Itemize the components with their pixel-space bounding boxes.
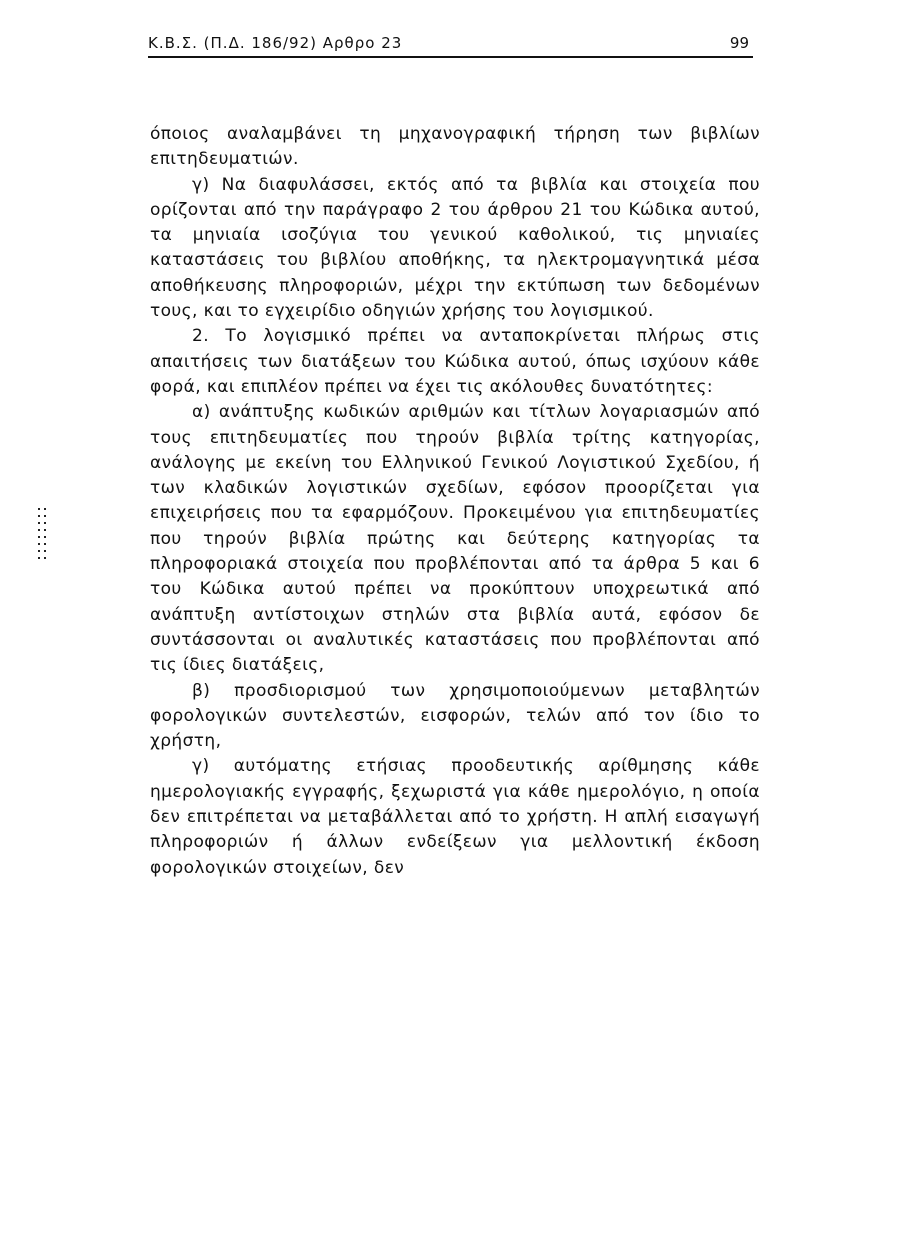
paragraph-item-a: α) ανάπτυξης κωδικών αριθμών και τίτλων λογαριασμών από τους επιτηδευματίες που τηρούν βιβλία τρίτης κατηγορίας, ανάλογης με εκείνη του Ελληνικού Γενικού Λογιστικού Σχεδίου, ή των κλαδικών λογιστικών σχεδίων, εφόσον προορίζεται για επιχειρήσεις που τα εφαρμόζουν. Προκειμένου για επιτηδευματίες που τηρούν βιβλία πρώτης και δεύτερης κατηγορίας τα πληροφοριακά στοιχεία που προβλέπονται από τα άρθρα 5 και 6 του Κώδικα αυτού πρέπει να προκύπτουν υποχρεωτικά από ανάπτυξη αντίστοιχων στηλών στα βιβλία αυτά, εφόσον δε συντάσσονται οι αναλυτικές καταστάσεις που προβλέπονται από τις ίδιες διατάξεις, — [150, 402, 760, 676]
page-number: 99 — [729, 34, 749, 52]
paragraph-item-b: β) προσδιορισμού των χρησιμοποιούμενων μεταβλητών φορολογικών συντελεστών, εισφορών, τελών από τον ίδιο το χρήστη, — [150, 680, 760, 752]
paragraph-2: 2. Το λογισμικό πρέπει να ανταποκρίνεται πλήρως στις απαιτήσεις των διατάξεων του Κώδικα αυτού, όπως ισχύουν κάθε φορά, και επιπλέον πρέπει να έχει τις ακόλουθες δυνατότητες: — [150, 326, 760, 397]
margin-dotted-mark — [44, 508, 48, 564]
margin-dotted-mark — [38, 508, 42, 564]
paragraph-item-c: γ) Να διαφυλάσσει, εκτός από τα βιβλία και στοιχεία που ορίζονται από την παράγραφο 2 του άρθρου 21 του Κώδικα αυτού, τα μηνιαία ισοζύγια του γενικού καθολικού, τις μηνιαίες καταστάσεις του βιβλίου αποθήκης, τα ηλεκτρομαγνητικά μέσα αποθήκευσης πληροφοριών, μέχρι την εκτύπωση των δεδομένων τους, και το εγχειρίδιο οδηγιών χρήσης του λογισμικού. — [150, 174, 760, 322]
header-title: Κ.Β.Σ. (Π.Δ. 186/92) Αρθρο 23 — [148, 34, 403, 52]
paragraph-continuation: όποιος αναλαμβάνει τη μηχανογραφική τήρηση των βιβλίων επιτηδευματιών. — [150, 124, 760, 170]
running-header — [148, 34, 753, 56]
paragraph-item-c-automatic: γ) αυτόματης ετήσιας προοδευτικής αρίθμησης κάθε ημερολογιακής εγγραφής, ξεχωριστά για κάθε ημερολόγιο, η οποία δεν επιτρέπεται να μεταβάλλεται από το χρήστη. Η απλή εισαγωγή πληροφοριών ή άλλων ενδείξεων για μελλοντική έκδοση φορολογικών στοιχείων, δεν — [150, 756, 760, 878]
header-rule — [148, 56, 753, 58]
body-text — [150, 122, 760, 881]
